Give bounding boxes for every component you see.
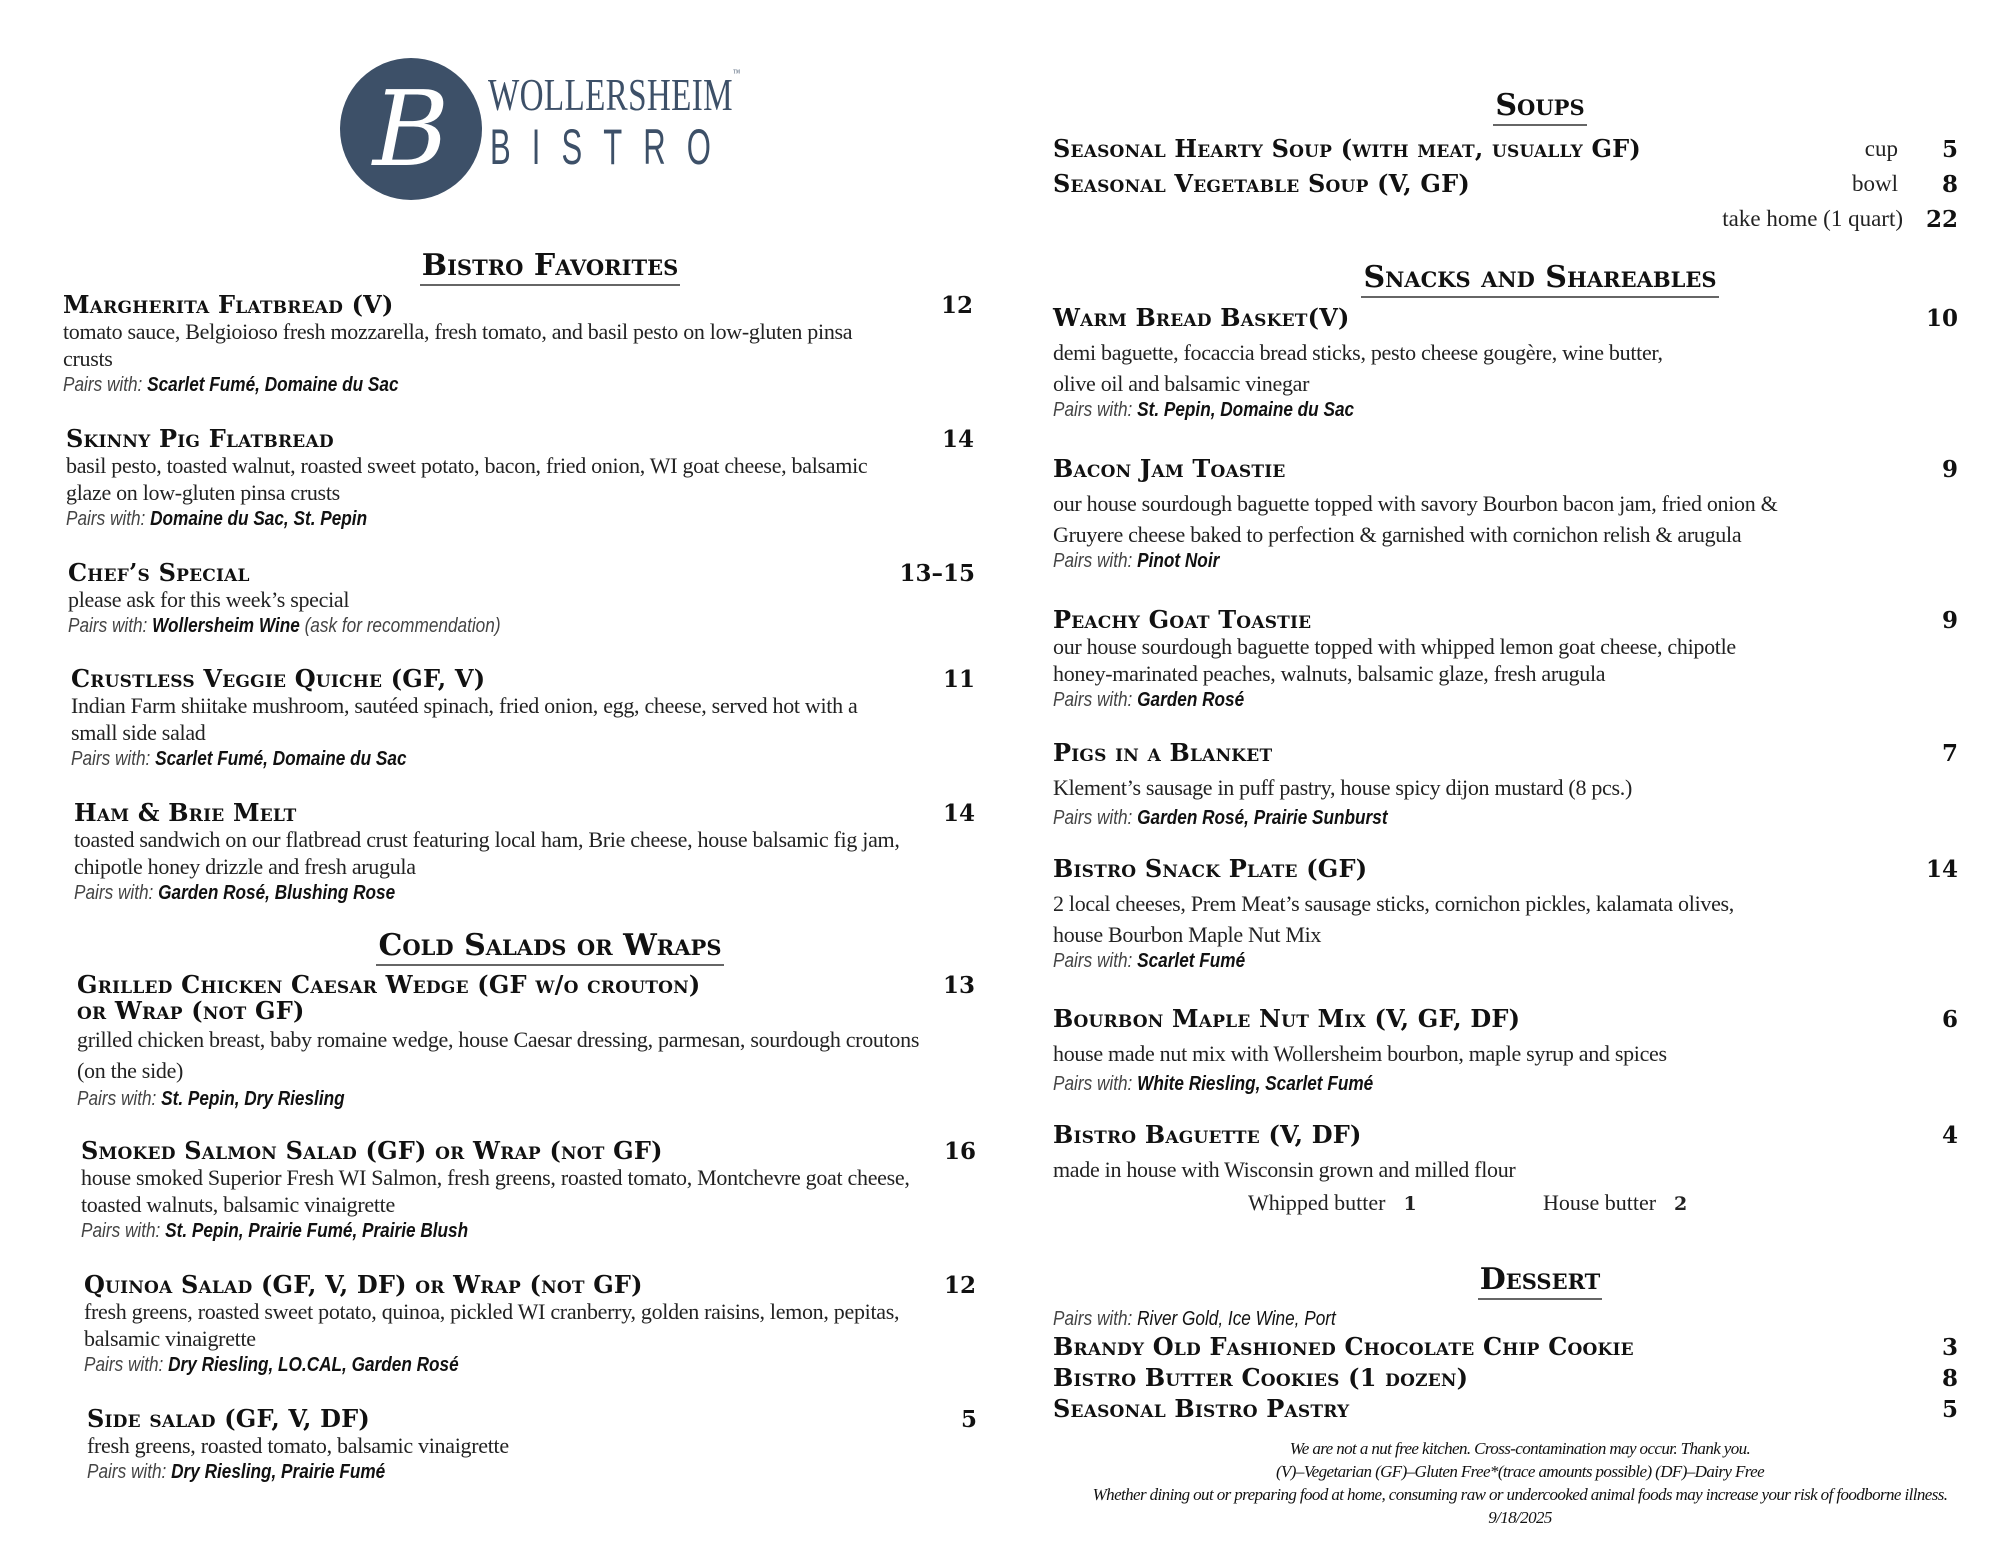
- nut-warning: We are not a nut free kitchen. Cross-contamination may occur. Thank you.: [1289, 1439, 1751, 1458]
- item-price: 10: [1925, 305, 1958, 332]
- wine-pairing: [68, 613, 848, 639]
- item-title: Side salad (GF, V, DF): [87, 1404, 370, 1433]
- logo-line1: WOLLERSHEIM: [488, 69, 733, 120]
- item-title: Skinny Pig Flatbread: [66, 424, 334, 453]
- pairs-wines: Scarlet Fumé: [1137, 950, 1246, 972]
- addon-price: 2: [1674, 1193, 1688, 1215]
- item-title: Brandy Old Fashioned Chocolate Chip Cookie: [1053, 1332, 1634, 1361]
- item-description-line1: our house sourdough baguette topped with whipped lemon goat cheese, chipotle: [1053, 634, 1736, 659]
- wine-pairing: [1053, 397, 1831, 423]
- pairs-label: Pairs with:: [71, 748, 151, 770]
- menu-item-chefs-special: [68, 560, 975, 639]
- soup-row-vegetable: [1053, 171, 1958, 201]
- item-description-line1: 2 local cheeses, Prem Meat’s sausage sticks, cornichon pickles, kalamata olives,: [1053, 891, 1735, 916]
- wine-pairing: [1053, 1071, 1831, 1097]
- pairs-label: Pairs with:: [1053, 399, 1133, 421]
- item-price: 9: [1941, 607, 1958, 634]
- item-price: 13: [942, 972, 975, 999]
- item-description-line2: olive oil and balsamic vinegar: [1053, 371, 1310, 396]
- item-price: 9: [1941, 456, 1958, 483]
- item-price: 16: [943, 1138, 976, 1165]
- soup-title: Seasonal Vegetable Soup (V, GF): [1053, 169, 1470, 198]
- item-price: 14: [942, 800, 975, 827]
- section-heading-bistro-favorites: [300, 248, 800, 283]
- section-heading-soups: [1290, 88, 1790, 123]
- dessert-wine-pairing: [1053, 1306, 1336, 1332]
- addon-label: Whipped butter: [1248, 1190, 1386, 1215]
- pairs-wines: Domaine du Sac, St. Pepin: [150, 508, 368, 530]
- pairs-wines: St. Pepin, Prairie Fumé, Prairie Blush: [165, 1220, 469, 1242]
- trademark-symbol: ™: [732, 68, 741, 79]
- soup-price: 22: [1925, 206, 1958, 233]
- pairs-label: Pairs with:: [1053, 1073, 1133, 1095]
- soup-row-hearty: [1053, 136, 1958, 166]
- item-description: tomato sauce, Belgioioso fresh mozzarella, fresh tomato, and basil pesto on low-gluten pinsa crusts: [63, 319, 853, 371]
- item-description-line1: Klement’s sausage in puff pastry, house spicy dijon mustard (8 pcs.): [1053, 775, 1632, 800]
- section-heading-dessert: [1290, 1262, 1790, 1297]
- pairs-wines: Scarlet Fumé, Domaine du Sac: [155, 748, 407, 770]
- section-heading-text: Dessert: [1478, 1262, 1603, 1300]
- item-title: Pigs in a Blanket: [1053, 738, 1273, 767]
- wine-pairing: [77, 1086, 849, 1112]
- item-price: 14: [1925, 856, 1958, 883]
- menu-item-margherita-flatbread: [63, 292, 973, 398]
- pairs-note: (ask for recommendation): [304, 615, 501, 637]
- menu-date: 9/18/2025: [1488, 1508, 1552, 1527]
- pairs-label: Pairs with:: [81, 1220, 161, 1242]
- item-price: 4: [1941, 1122, 1958, 1149]
- menu-item-ham-brie-melt: [74, 800, 975, 906]
- logo-monogram-icon: B: [372, 68, 450, 190]
- pairs-wines: Garden Rosé, Blushing Rose: [158, 882, 396, 904]
- pairs-label: Pairs with:: [84, 1354, 164, 1376]
- soup-size: cup: [1864, 136, 1898, 161]
- menu-item-crustless-veggie-quiche: [71, 666, 975, 772]
- item-price: 8: [1941, 1365, 1958, 1392]
- menu-item-bacon-jam-toastie: [1053, 456, 1958, 574]
- item-description: fresh greens, roasted sweet potato, quinoa, pickled WI cranberry, golden raisins, lemon, pepitas, balsamic vinaigrette: [84, 1299, 900, 1351]
- pairs-wines: White Riesling, Scarlet Fumé: [1137, 1073, 1374, 1095]
- item-description-line1: made in house with Wisconsin grown and milled flour: [1053, 1157, 1516, 1182]
- menu-item-peachy-goat-toastie: [1053, 607, 1958, 713]
- item-title: Crustless Veggie Quiche (GF, V): [71, 664, 486, 693]
- item-title: Quinoa Salad (GF, V, DF) or Wrap (not GF): [84, 1270, 643, 1299]
- pairs-label: Pairs with:: [1053, 807, 1133, 829]
- pairs-wines: River Gold, Ice Wine, Port: [1137, 1308, 1336, 1330]
- soup-price: 5: [1941, 136, 1958, 163]
- pairs-wines: Dry Riesling, LO.CAL, Garden Rosé: [168, 1354, 459, 1376]
- pairs-wines: St. Pepin, Domaine du Sac: [1137, 399, 1355, 421]
- pairs-wines: Garden Rosé, Prairie Sunburst: [1137, 807, 1388, 829]
- pairs-wines: Scarlet Fumé, Domaine du Sac: [147, 374, 399, 396]
- soup-row-take-home: [1053, 206, 1958, 236]
- food-safety-warning: Whether dining out or preparing food at home, consuming raw or undercooked animal foods may increase your risk of foodborne illness.: [1092, 1485, 1948, 1504]
- wine-pairing: [1053, 805, 1831, 831]
- soup-size: take home (1 quart): [1722, 206, 1903, 231]
- soup-title: Seasonal Hearty Soup (with meat, usually GF): [1053, 134, 1641, 163]
- item-title: Bourbon Maple Nut Mix (V, GF, DF): [1053, 1004, 1521, 1033]
- menu-item-warm-bread-basket: [1053, 305, 1958, 423]
- item-title: Peachy Goat Toastie: [1053, 605, 1312, 634]
- wine-pairing: [66, 506, 847, 532]
- wine-pairing: [71, 746, 848, 772]
- item-title: Grilled Chicken Caesar Wedge (GF w/o crouton): [77, 970, 701, 999]
- addon-label: House butter: [1543, 1190, 1657, 1215]
- item-title: Bistro Butter Cookies (1 dozen): [1053, 1363, 1469, 1392]
- logo-monogram-circle: [340, 58, 482, 200]
- section-heading-text: Cold Salads or Wraps: [376, 928, 723, 966]
- dessert-item-seasonal-pastry: [1053, 1396, 1958, 1426]
- section-heading-text: Soups: [1493, 88, 1586, 126]
- pairs-wines: Pinot Noir: [1137, 550, 1220, 572]
- wine-pairing: [87, 1459, 852, 1485]
- item-title: Margherita Flatbread (V): [63, 290, 394, 319]
- item-price: 12: [940, 292, 973, 319]
- item-title: Chef’s Special: [68, 558, 250, 587]
- pairs-wines: Garden Rosé: [1137, 689, 1245, 711]
- footer-disclaimer: [1040, 1437, 2000, 1529]
- item-description: house smoked Superior Fresh WI Salmon, fresh greens, roasted tomato, Montchevre goat cheese, toasted walnuts, balsamic vinaigrette: [81, 1165, 910, 1217]
- wine-pairing: [63, 372, 846, 398]
- menu-item-side-salad: [87, 1406, 977, 1485]
- item-description-line2: house Bourbon Maple Nut Mix: [1053, 922, 1322, 947]
- pairs-wines: Wollersheim Wine: [152, 615, 300, 637]
- wine-pairing: [1053, 948, 1831, 974]
- wine-pairing: [81, 1218, 851, 1244]
- item-price: 12: [943, 1272, 976, 1299]
- item-description-line1: demi baguette, focaccia bread sticks, pesto cheese gougère, wine butter,: [1053, 340, 1663, 365]
- item-description: grilled chicken breast, baby romaine wedge, house Caesar dressing, parmesan, sourdough croutons (on the side): [77, 1027, 920, 1083]
- pairs-wines: Dry Riesling, Prairie Fumé: [171, 1461, 386, 1483]
- pairs-label: Pairs with:: [1053, 1308, 1133, 1330]
- soup-price: 8: [1941, 171, 1958, 198]
- item-price: 3: [1941, 1334, 1958, 1361]
- addon-house-butter: [1543, 1190, 1687, 1216]
- pairs-label: Pairs with:: [1053, 950, 1133, 972]
- item-description-line1: our house sourdough baguette topped with savory Bourbon bacon jam, fried onion &: [1053, 491, 1778, 516]
- dessert-item-butter-cookies: [1053, 1365, 1958, 1395]
- item-title: Bacon Jam Toastie: [1053, 454, 1286, 483]
- menu-item-bourbon-maple-nut-mix: [1053, 1006, 1958, 1097]
- section-heading-cold-salads: [300, 928, 800, 963]
- item-description: fresh greens, roasted tomato, balsamic vinaigrette: [87, 1433, 509, 1458]
- logo-wordmark-wollersheim: [488, 68, 740, 121]
- pairs-label: Pairs with:: [74, 882, 154, 904]
- item-price: 6: [1941, 1006, 1958, 1033]
- item-description-line2: honey-marinated peaches, walnuts, balsamic glaze, fresh arugula: [1053, 661, 1606, 686]
- item-title: Warm Bread Basket(V): [1053, 303, 1350, 332]
- pairs-label: Pairs with:: [1053, 550, 1133, 572]
- menu-item-smoked-salmon-salad: [81, 1138, 976, 1244]
- item-title: Bistro Snack Plate (GF): [1053, 854, 1368, 883]
- section-heading-text: Snacks and Shareables: [1361, 260, 1718, 298]
- menu-item-skinny-pig-flatbread: [66, 426, 974, 532]
- menu-item-grilled-chicken-caesar: [77, 972, 975, 1112]
- wine-pairing: [74, 880, 849, 906]
- item-description-line2: Gruyere cheese baked to perfection & garnished with cornichon relish & arugula: [1053, 522, 1742, 547]
- item-price: 7: [1941, 740, 1958, 767]
- item-price: 14: [941, 426, 974, 453]
- wine-pairing: [84, 1352, 851, 1378]
- pairs-label: Pairs with:: [68, 615, 148, 637]
- addon-whipped-butter: [1248, 1190, 1417, 1216]
- menu-item-bistro-baguette: [1053, 1122, 1958, 1187]
- menu-item-quinoa-salad: [84, 1272, 976, 1378]
- item-title: Seasonal Bistro Pastry: [1053, 1394, 1350, 1423]
- item-price: 5: [960, 1406, 977, 1433]
- pairs-label: Pairs with:: [63, 374, 143, 396]
- pairs-label: Pairs with:: [87, 1461, 167, 1483]
- menu-item-pigs-in-a-blanket: [1053, 740, 1958, 831]
- wine-pairing: [1053, 687, 1831, 713]
- item-title-line2: or Wrap (not GF): [77, 996, 305, 1025]
- addon-price: 1: [1403, 1193, 1417, 1215]
- soup-size: bowl: [1852, 171, 1898, 196]
- pairs-wines: St. Pepin, Dry Riesling: [161, 1088, 345, 1110]
- pairs-label: Pairs with:: [77, 1088, 157, 1110]
- item-description: basil pesto, toasted walnut, roasted sweet potato, bacon, fried onion, WI goat cheese, balsamic glaze on low-gluten pinsa crusts: [66, 453, 868, 505]
- dietary-legend: (V)–Vegetarian (GF)–Gluten Free*(trace amounts possible) (DF)–Dairy Free: [1275, 1462, 1765, 1481]
- item-price: 5: [1941, 1396, 1958, 1423]
- wine-pairing: [1053, 548, 1831, 574]
- item-title: Bistro Baguette (V, DF): [1053, 1120, 1362, 1149]
- logo-wordmark-bistro: BISTRO: [490, 119, 732, 175]
- item-description: please ask for this week’s special: [68, 587, 350, 612]
- item-title: Ham & Brie Melt: [74, 798, 297, 827]
- item-description-line1: house made nut mix with Wollersheim bourbon, maple syrup and spices: [1053, 1041, 1667, 1066]
- item-description: Indian Farm shiitake mushroom, sautéed spinach, fried onion, egg, cheese, served hot with a small side salad: [71, 693, 858, 745]
- item-price: 11: [942, 666, 975, 693]
- item-title: Smoked Salmon Salad (GF) or Wrap (not GF): [81, 1136, 663, 1165]
- item-description: toasted sandwich on our flatbread crust featuring local ham, Brie cheese, house balsamic fig jam, chipotle honey drizzle and fresh arugula: [74, 827, 900, 879]
- pairs-label: Pairs with:: [1053, 689, 1133, 711]
- item-price: 13–15: [899, 560, 975, 587]
- pairs-label: Pairs with:: [66, 508, 146, 530]
- dessert-item-chocolate-chip-cookie: [1053, 1334, 1958, 1364]
- section-heading-text: Bistro Favorites: [420, 248, 681, 286]
- section-heading-snacks: [1240, 260, 1840, 295]
- menu-item-bistro-snack-plate: [1053, 856, 1958, 974]
